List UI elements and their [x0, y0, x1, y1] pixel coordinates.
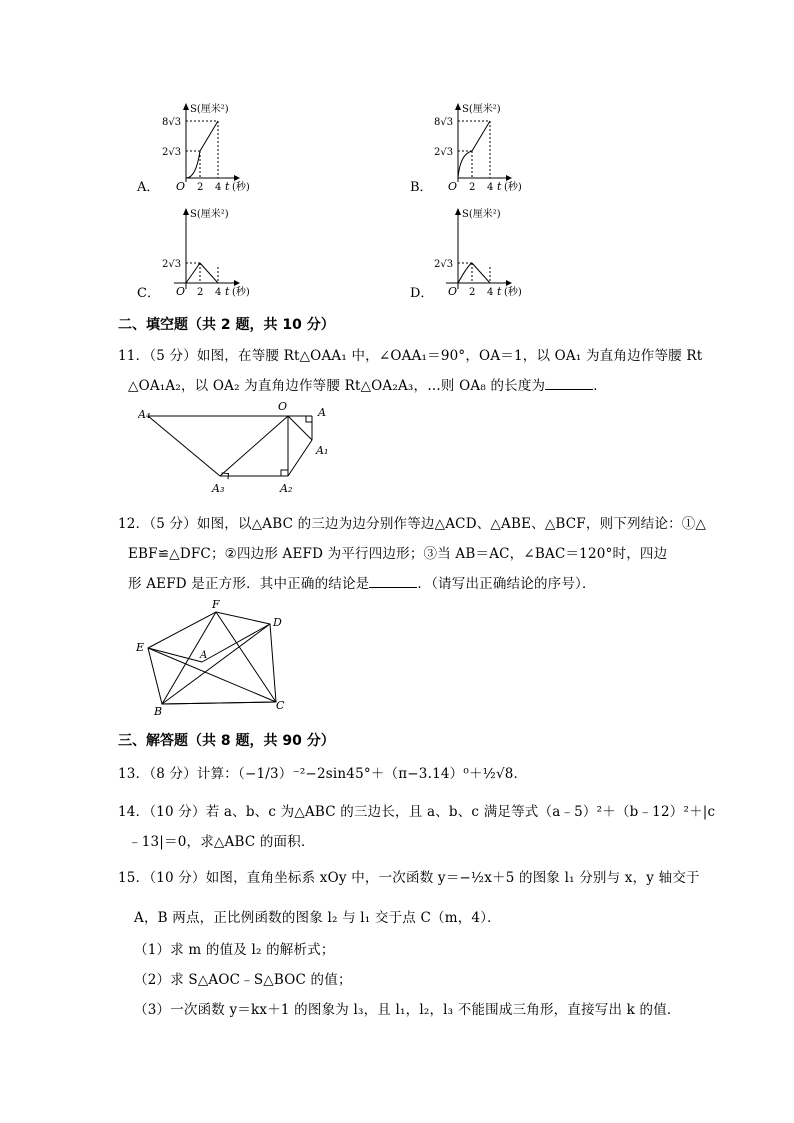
svg-text:A₄: A₄ — [138, 408, 151, 421]
svg-text:2: 2 — [469, 287, 476, 297]
q12-line-3: 形 AEFD 是正方形．其中正确的结论是 ．（请写出正确结论的序号）． — [128, 576, 596, 592]
option-a-graph — [160, 100, 310, 192]
svg-text:A₃: A₃ — [212, 482, 225, 495]
svg-text:t: t — [497, 180, 502, 192]
svg-text:4: 4 — [215, 287, 222, 297]
svg-text:2√3: 2√3 — [162, 147, 182, 158]
svg-text:B: B — [154, 705, 163, 718]
svg-text:C: C — [276, 699, 285, 712]
svg-text:8√3: 8√3 — [434, 117, 454, 128]
svg-text:A₁: A₁ — [316, 444, 329, 457]
q13-text: 13．（8 分）计算：（−1/3）⁻²−2sin45°＋（π−3.14）⁰＋½√8． — [118, 766, 528, 782]
q15-sub-3: （3）一次函数 y＝kx＋1 的图象为 l₃，且 l₁，l₂，l₃ 不能围成三角形，直接写出 k 的值． — [134, 1002, 681, 1018]
svg-text:A₂: A₂ — [280, 482, 293, 495]
option-d-label: D． — [410, 286, 434, 301]
svg-text:D: D — [273, 616, 282, 629]
svg-text:(秒): (秒) — [504, 182, 522, 192]
q15-sub-2: （2）求 S△AOC﹣S△BOC 的值； — [134, 972, 352, 988]
q11-line-1: 11．（5 分）如图，在等腰 Rt△OAA₁ 中，∠OAA₁＝90°，OA＝1，以 OA₁ 为直角边作等腰 Rt — [118, 348, 703, 364]
q11-line-2: △OA₁A₂，以 OA₂ 为直角边作等腰 Rt△OA₂A₃，…则 OA₈ 的长度为 ． — [128, 378, 607, 394]
svg-text:(秒): (秒) — [504, 287, 522, 297]
svg-text:2: 2 — [469, 182, 476, 192]
q12-line-2: EBF≌△DFC；②四边形 AEFD 为平行四边形；③当 AB＝AC，∠BAC＝120°时，四边 — [128, 546, 668, 562]
svg-text:O: O — [448, 285, 458, 297]
svg-text:t: t — [225, 285, 230, 297]
q12-figure — [132, 596, 302, 718]
svg-text:8√3: 8√3 — [162, 117, 182, 128]
axis-s-label: S(厘米²) — [190, 104, 229, 115]
svg-text:(秒): (秒) — [232, 287, 250, 297]
section-2-title: 二、填空题（共 2 题，共 10 分） — [118, 317, 335, 333]
q15-line-2: A，B 两点，正比例函数的图象 l₂ 与 l₁ 交于点 C（m，4）． — [134, 910, 501, 926]
svg-text:O: O — [278, 400, 288, 413]
svg-text:(秒): (秒) — [232, 182, 250, 192]
q11-figure — [138, 396, 348, 498]
svg-text:2: 2 — [197, 287, 204, 297]
svg-text:4: 4 — [487, 182, 494, 192]
q11-answer-blank — [545, 377, 593, 390]
option-a-label: A． — [137, 180, 160, 195]
q15-sub-1: （1）求 m 的值及 l₂ 的解析式； — [134, 942, 335, 958]
svg-text:2√3: 2√3 — [162, 259, 182, 270]
q12-answer-blank — [369, 575, 417, 588]
option-c-label: C． — [137, 286, 160, 301]
svg-text:S(厘米²): S(厘米²) — [462, 209, 501, 220]
option-c-graph — [160, 205, 310, 297]
option-d-graph — [432, 205, 582, 297]
svg-text:F: F — [212, 598, 220, 611]
svg-text:4: 4 — [487, 287, 494, 297]
svg-text:S(厘米²): S(厘米²) — [190, 209, 229, 220]
svg-text:2: 2 — [197, 182, 204, 192]
q12-line-1: 12．（5 分）如图，以△ABC 的三边为边分别作等边△ACD、△ABE、△BCF，则下列结论：①△ — [118, 516, 707, 532]
svg-text:E: E — [136, 641, 145, 654]
svg-text:A: A — [200, 650, 208, 661]
svg-text:O: O — [176, 180, 186, 192]
option-b-label: B． — [410, 180, 433, 195]
section-3-title: 三、解答题（共 8 题，共 90 分） — [118, 733, 335, 749]
svg-text:2√3: 2√3 — [434, 259, 454, 270]
svg-text:O: O — [448, 180, 458, 192]
svg-text:A: A — [318, 406, 326, 419]
svg-text:O: O — [176, 285, 186, 297]
svg-text:t: t — [497, 285, 502, 297]
q14-line-2: ﹣13|＝0，求△ABC 的面积． — [128, 834, 315, 850]
svg-text:t: t — [225, 180, 230, 192]
option-b-graph — [432, 100, 582, 192]
q14-line-1: 14．（10 分）若 a、b、c 为△ABC 的三边长，且 a、b、c 满足等式（a﹣5）²＋（b﹣12）²＋|c — [118, 804, 716, 820]
q15-line-1: 15．（10 分）如图，直角坐标系 xOy 中，一次函数 y＝−½x＋5 的图象 l₁ 分别与 x，y 轴交于 — [118, 870, 700, 886]
svg-text:S(厘米²): S(厘米²) — [462, 104, 501, 115]
svg-text:2√3: 2√3 — [434, 147, 454, 158]
svg-text:4: 4 — [215, 182, 222, 192]
